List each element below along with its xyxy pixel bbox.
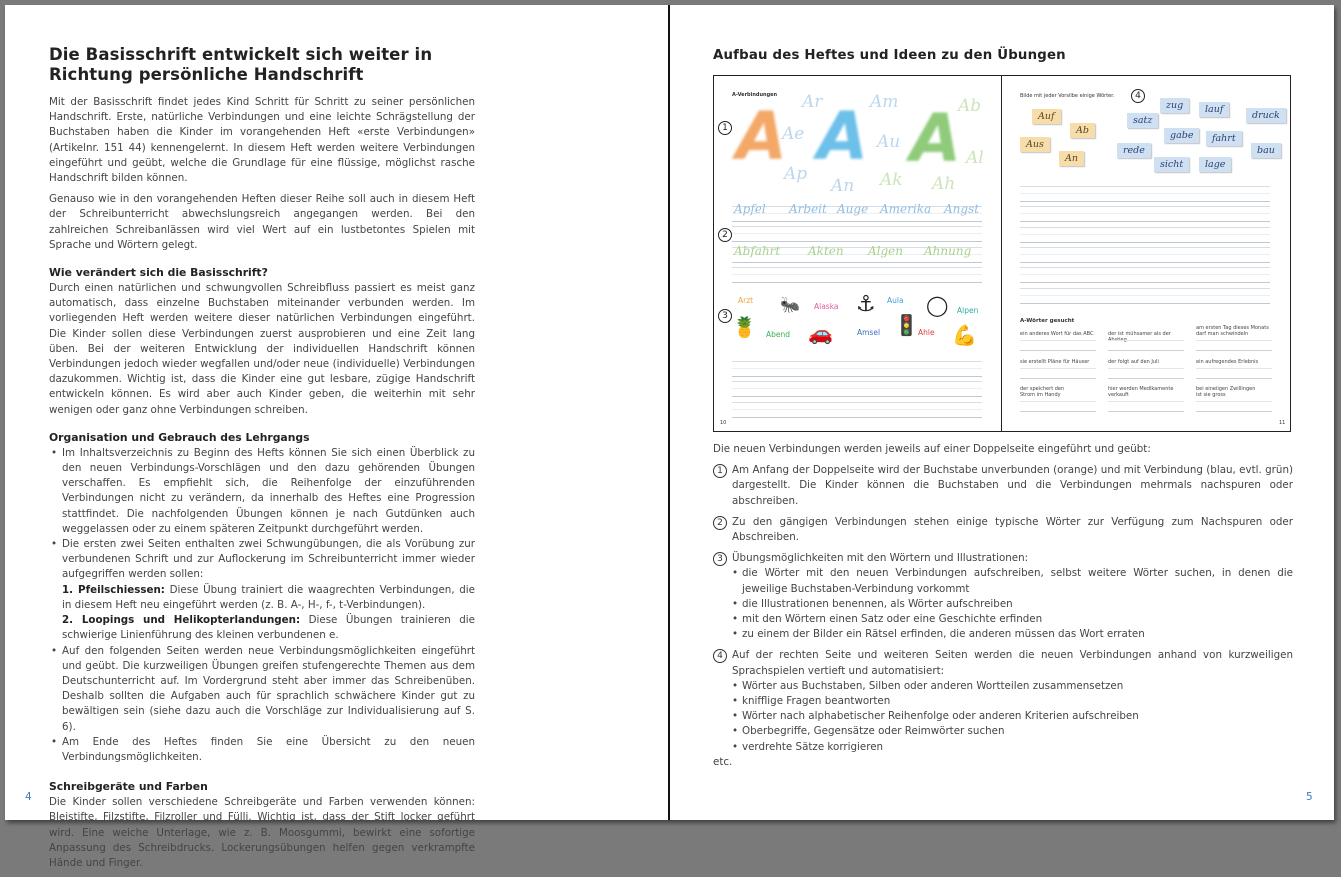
section-heading-schreibgeraete: Schreibgeräte und Farben [49,780,208,794]
trace-word: Akten [808,244,844,258]
suffix-card: sicht [1154,157,1189,172]
list-item: • Wörter aus Buchstaben, Silben oder anderen Wortteilen zusammensetzen [732,679,1293,694]
section-heading-organisation: Organisation und Gebrauch des Lehrgangs [49,430,310,444]
marker-2: 2 [718,228,732,242]
sub-item-loopings: 2. Loopings und Helikopterlandungen: Diese Übungen trainieren die schwierige Linienführung des kleinen verbundenen e. [62,614,476,642]
word-tag: Alaska [814,302,839,311]
quiz-clue: ein anderes Wort für das ABC [1020,331,1094,337]
writing-line [1020,267,1270,283]
traffic-light-icon: 🚦 [894,313,919,337]
intro-paragraph-1: Mit der Basisschrift findet jedes Kind Schritt für Schritt zu seiner persönlichen Handschrift. Erste, natürliche Verbindungen und eine leichte Schrägstellung der Buchstaben haben die Kinder im vorangehenden Heft «erste Verbindungen» (Artikelnr. 151 44) kennengelernt. In diesem Heft werden weitere Verbindungen eingeführt und geübt, welche die Grundlage für eine flüssige, möglichst rasche Handschrift bilden können. [49,96,475,185]
suffix-card: lauf [1199,102,1229,117]
prefix-card: An [1059,151,1084,166]
left-page [5,5,668,869]
word-tag: Ahle [918,328,935,337]
writing-line [732,226,982,242]
marker-3: 3 [718,309,732,323]
answer-field [1020,340,1096,351]
figure-page-number: 10 [720,420,727,426]
page-number: 4 [25,791,32,803]
list-item: • verdrehte Sätze korrigieren [732,740,1293,755]
writing-line [1020,206,1270,222]
explanation-item-1: 1 Am Anfang der Doppelseite wird der Buchstabe unverbunden (orange) und mit Verbindung (blau, evtl. grün) dargestellt. Die Kinder können die Buchstaben und die Verbindungen mehrmals nachspuren oder abschreiben. [713,463,1293,509]
intro-paragraph-2: Genauso wie in den vorangehenden Heften dieser Reihe soll auch in diesem Heft der Schreibunterricht abwechslungsreich angegangen werden. Bei den zahlreichen Schreibanlässen wird viel Wert auf ein lustbetontes Spielen mit Sprache und Wörtern gelegt. [49,193,475,251]
answer-field [1108,340,1184,351]
writing-line [1020,288,1270,304]
trace-word: Amerika [880,202,932,216]
letter-pair: Ar [802,92,823,112]
answer-field [1020,368,1096,379]
writing-line [1020,186,1270,202]
marker-1: 1 [718,121,732,135]
big-letter-green: A [910,100,962,177]
item-4-list [732,679,1293,755]
letter-pair: Am [870,92,899,112]
writing-line [732,361,982,377]
suffix-card: rede [1117,143,1151,158]
page-title: Aufbau des Heftes und Ideen zu den Übungen [713,48,1066,63]
list-item: • Auf den folgenden Seiten werden neue Verbindungsmöglichkeiten eingeführt und geübt. Die kurzweiligen Übungen greifen stufengerechte Themen aus dem Deutschunterricht auf. Im Vordergrund steht aber immer das Schreibenüben. Deshalb sollten die Aufgaben auch für sprachlich schwächere Kinder gut zu bewältigen sein (siehe dazu auch die Vorschläge zur Individualisierung auf S. 6). [49,644,475,735]
right-page [670,5,1334,820]
figure-caption: Die neuen Verbindungen werden jeweils auf einer Doppelseite eingeführt und geübt: [713,443,1151,455]
etc-text: etc. [713,755,733,768]
answer-field [1108,401,1184,412]
prefix-card: Aus [1020,137,1050,152]
exercise-heading: A-Verbindungen [732,92,778,98]
list-item: • die Illustrationen benennen, als Wörter aufschreiben [732,597,1293,612]
explanation-item-2: 2 Zu den gängigen Verbindungen stehen einige typische Wörter zur Verfügung zum Nachspuren oder Abschreiben. [713,515,1293,545]
answer-field [1108,368,1184,379]
word-tag: Amsel [857,328,881,337]
list-item: • Wörter nach alphabetischer Reihenfolge oder anderen Kriterien aufschreiben [732,709,1293,724]
letter-pair: Au [877,132,901,152]
letter-pair: Ap [784,164,808,184]
item-3-list [732,566,1293,642]
letter-pair: Al [966,148,984,168]
trace-word: Auge [837,202,869,216]
quiz-heading: A-Wörter gesucht [1020,318,1075,324]
letter-pair: Ak [880,170,903,190]
letter-pair: Ah [932,174,956,194]
trace-word: Algen [868,244,904,258]
list-item: • knifflige Fragen beantworten [732,694,1293,709]
prefix-card: Ab [1070,123,1095,138]
trace-word: Angst [944,202,980,216]
pineapple-icon: 🍍 [732,315,757,339]
word-tag: Abend [766,330,791,339]
word-tag: Alpen [957,306,979,315]
marker-4: 4 [713,649,727,663]
quiz-clue: am ersten Tag dieses Monats darf man schwindeln [1196,325,1269,337]
section-text-schreibgeraete: Die Kinder sollen verschiedene Schreibgeräte und Farben verwenden können: Bleistifte, Filzstifte, Filzroller und Fülli. Wichtig ist, dass der Stift locker geführt wird. Eine weiche Unterlage, wie z. B. Moosgummi, bewirkt eine sofortige Anpassung des Schreibdrucks. Lockerungsübungen helfen gegen verkrampfte Hände und Finger. [49,796,475,869]
answer-field [1020,401,1096,412]
word-tag: Aula [887,296,904,305]
page-number: 5 [1306,791,1313,803]
trace-word: Arbeit [789,202,827,216]
section-text-basisschrift: Durch einen natürlichen und schwungvollen Schreibfluss passiert es meist ganz automatisch, dass einzelne Buchstaben miteinander verbunden werden. Im vorliegenden Heft werden weitere dieser natürlichen Verbindungen eingeführt. Die Kinder sollen diese Verbindungen zuerst ausprobieren und eine Zeit lang üben. Bei der weiteren Entwicklung der individuellen Handschrift können Verbindungen jedoch wieder wegfallen und/oder neue (individuelle) Verbindungen dazukommen. Wichtig ist, dass die Kinder eine gut lesbare, zügige Handschrift entwickeln können. Es wird aber auch Kinder geben, die weiterhin mit sehr wenigen oder ganz ohne Verbindungen schreiben. [49,282,475,416]
suffix-card: bau [1251,143,1281,158]
writing-line [732,381,982,397]
list-item: • Oberbegriffe, Gegensätze oder Reimwörter suchen [732,724,1293,739]
suffix-card: gabe [1164,128,1199,143]
word-tag: Arzt [738,296,754,305]
trace-word: Ahnung [924,244,972,258]
workbook-preview-figure [713,75,1291,432]
writing-line [1020,247,1270,263]
quiz-clue: bei eineiigen Zwillingen ist sie gross [1196,386,1256,398]
quiz-clue: ein aufregendes Erlebnis [1196,359,1259,365]
marker-1: 1 [713,464,727,478]
quiz-clue: der speichert den Strom im Handy [1020,386,1065,398]
list-item: • Am Ende des Heftes finden Sie eine Übersicht zu den neuen Verbindungsmöglichkeiten. [49,735,475,765]
trace-word: Apfel [734,202,766,216]
book-spread [5,5,1334,869]
explanation-item-3: 3 Übungsmöglichkeiten mit den Wörtern und Illustrationen: • die Wörter mit den neuen Verbindungen aufschreiben, selbst weitere Wörter suchen, in denen die jeweilige Buchstaben-Verbindung vorkommt • die Illustrationen benennen, als Wörter aufschreiben • mit den Wörtern einen Satz oder eine Geschichte erfinden • zu einem der Bilder ein Rätsel erfinden, die anderen müssen das Wort erraten [713,551,1293,642]
suffix-card: druck [1246,108,1286,123]
big-letter-orange: A [736,98,788,175]
suffix-card: zug [1160,98,1189,113]
letter-pair: An [831,176,855,196]
quiz-clue: hier werden Medikamente verkauft [1108,386,1174,398]
marker-2: 2 [713,516,727,530]
letter-pair: Ab [958,96,982,116]
section-heading-basisschrift: Wie verändert sich die Basisschrift? [49,266,268,280]
writing-line [1020,227,1270,243]
organisation-list [49,446,475,765]
marker-3: 3 [713,552,727,566]
list-item: • zu einem der Bilder ein Rätsel erfinden, die anderen müssen das Wort erraten [732,627,1293,642]
quiz-clue: der folgt auf den Juli [1108,359,1159,365]
answer-field [1196,368,1272,379]
anchor-icon: ⚓ [856,292,876,317]
big-letter-blue: A [817,98,869,175]
quiz-clue: der ist mühsamer als der Abstieg [1108,331,1171,343]
prefix-card: Auf [1032,109,1061,124]
list-item: • Im Inhaltsverzeichnis zu Beginn des Hefts können Sie sich einen Überblick zu den neuen Verbindungs-Vorschlägen und den dazu gehörenden Übungen verschaffen. Es empfiehlt sich, die Reihenfolge der einzuführenden Verbindungen nicht zu verändern, da innerhalb des Heftes eine Progression stattfindet. Die nachfolgenden Übungen können je nach Gutdünken auch weggelassen oder zu einem späteren Zeitpunkt durchgeführt werden. [49,446,475,537]
instruction: Bilde mit jeder Vorsilbe einige Wörter. [1020,93,1115,99]
ant-icon: 🐜 [780,295,800,314]
writing-line [732,402,982,418]
orange-icon: ◯ [926,293,949,317]
suffix-card: satz [1127,113,1158,128]
figure-page-number: 11 [1279,420,1286,426]
trace-word: Abfahrt [734,244,781,258]
suffix-card: lage [1199,157,1231,172]
letter-pair: Ae [782,124,805,144]
figure-left-page [714,76,1001,431]
marker-4: 4 [1131,89,1145,103]
car-icon: 🚗 [808,321,833,345]
list-item: • mit den Wörtern einen Satz oder eine Geschichte erfinden [732,612,1293,627]
quiz-clue: sie erstellt Pläne für Häuser [1020,359,1090,365]
page-title: Die Basisschrift entwickelt sich weiter in Richtung persönliche Handschrift [49,45,433,84]
arm-icon: 💪 [952,323,977,347]
writing-line [732,267,982,283]
explanation-item-4: 4 Auf der rechten Seite und weiteren Seiten werden die neuen Verbindungen anhand von kurzweiligen Sprachspielen vertieft und automatisiert: • Wörter aus Buchstaben, Silben oder anderen Wortteilen zusammensetzen • knifflige Fragen beantworten • Wörter nach alphabetischer Reihenfolge oder anderen Kriterien aufschreiben • Oberbegriffe, Gegensätze oder Reimwörter suchen • verdrehte Sätze korrigieren etc. [713,648,1293,770]
answer-field [1196,401,1272,412]
sub-item-pfeilschiessen: 1. Pfeilschiessen: Diese Übung trainiert die waagrechten Verbindungen, die in diesem Heft neu eingeführt werden (z. B. A-, H-, f-, t-Verbindungen). [62,583,476,611]
answer-field [1196,340,1272,351]
list-item: • die Wörter mit den neuen Verbindungen aufschreiben, selbst weitere Wörter suchen, in denen die jeweilige Buchstaben-Verbindung vorkommt [732,566,1293,596]
suffix-card: fahrt [1206,131,1242,146]
list-item: • Die ersten zwei Seiten enthalten zwei Schwungübungen, die als Vorübung zur verbundenen Schrift und zur Auflockerung im Schreibunterricht immer wieder aufgegriffen werden sollen: 1. Pfeilschiessen: Diese Übung trainiert die waagrechten Verbindungen, die in diesem Heft neu eingeführt werden (z. B. A-, H-, f-, t-Verbindungen). 2. Loopings und Helikopterlandungen: Diese Übungen trainieren die schwierige Linienführung des kleinen verbundenen e. [49,537,475,643]
figure-right-page [1002,76,1290,431]
